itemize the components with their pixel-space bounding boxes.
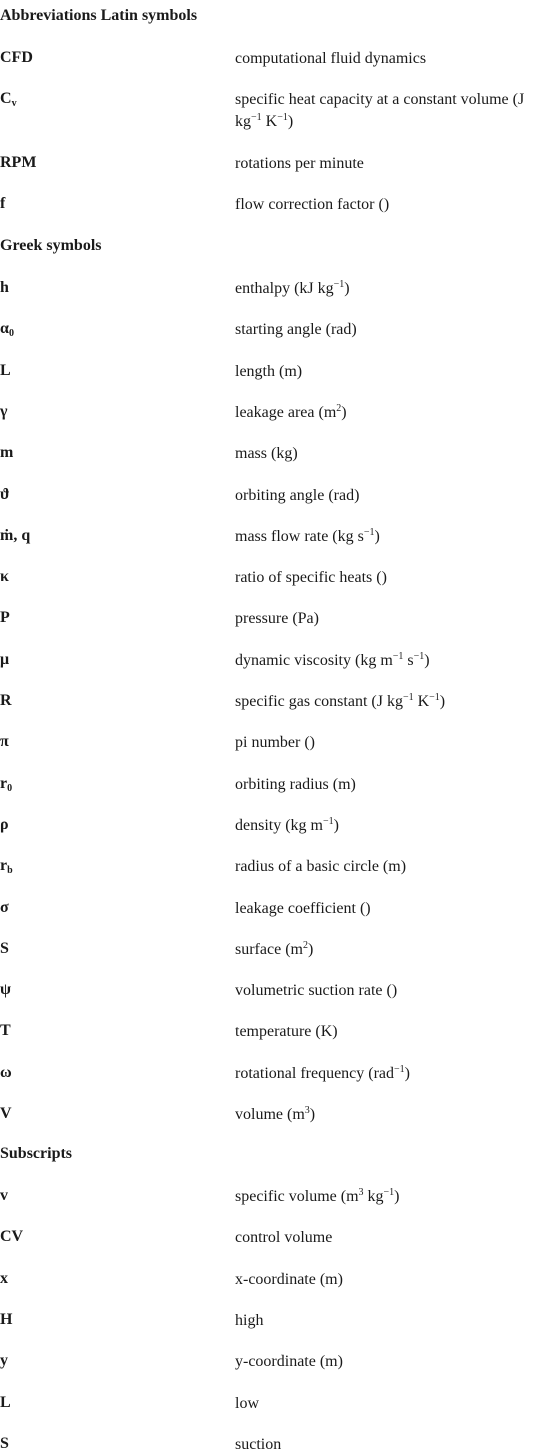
- text-run: ): [394, 1188, 400, 1205]
- text-run: density (kg m: [235, 816, 323, 834]
- symbol-cell: [0, 48, 230, 68]
- symbol-cell: [0, 815, 230, 835]
- text-run: length (m): [235, 362, 303, 380]
- description-cell: [235, 319, 553, 341]
- superscript: −1: [277, 112, 288, 124]
- text-run: starting angle (rad): [235, 321, 357, 339]
- description-cell: [235, 815, 553, 837]
- superscript: −1: [323, 815, 334, 827]
- symbol-cell: [0, 1186, 230, 1206]
- text-run: ): [307, 940, 314, 958]
- description-cell: [235, 980, 553, 1002]
- superscript: −1: [363, 526, 375, 538]
- symbol-cell: [0, 194, 230, 214]
- text-run: leakage area (m: [235, 403, 337, 421]
- text-run: ): [439, 693, 446, 710]
- text-run: K: [261, 113, 278, 131]
- subscript: b: [7, 865, 13, 877]
- symbol-cell: [0, 278, 230, 298]
- description-cell: [235, 48, 553, 70]
- text-run: H: [0, 1310, 13, 1328]
- symbol-cell: [0, 443, 230, 463]
- superscript: −1: [413, 650, 425, 662]
- text-run: y-coordinate (m): [235, 1353, 343, 1371]
- symbol-cell: [0, 361, 230, 381]
- text-run: enthalpy (kJ kg: [235, 280, 334, 297]
- text-run: m: [0, 444, 14, 462]
- section-title-greek-symbols: Greek symbols: [0, 237, 102, 254]
- text-run: radius of a basic circle (m): [235, 858, 407, 876]
- text-run: C: [0, 90, 12, 108]
- description-cell: [235, 361, 553, 383]
- description-cell: [235, 1310, 553, 1332]
- symbol-cell: [0, 898, 230, 918]
- superscript: 3: [304, 1105, 310, 1116]
- symbol-cell: [0, 856, 230, 876]
- text-run: high: [235, 1311, 264, 1329]
- text-run: computational fluid dynamics: [235, 50, 427, 67]
- description-cell: [235, 691, 553, 713]
- text-run: surface (m: [235, 940, 303, 958]
- text-run: volume (m: [235, 1106, 305, 1123]
- symbol-cell: [0, 1063, 230, 1083]
- text-run: volumetric suction rate (): [235, 982, 398, 1000]
- text-run: σ: [0, 898, 9, 916]
- symbol-cell: [0, 153, 230, 173]
- text-run: rotational frequency (rad: [235, 1064, 395, 1082]
- text-run: L: [0, 361, 11, 379]
- text-run: S: [0, 1434, 9, 1452]
- text-run: RPM: [0, 153, 37, 171]
- symbol-cell: [0, 1227, 230, 1247]
- text-run: K: [413, 693, 430, 710]
- text-run: μ: [0, 650, 10, 668]
- text-run: control volume: [235, 1229, 333, 1247]
- text-run: dynamic viscosity (kg m: [235, 651, 393, 669]
- text-run: mass flow rate (kg s: [235, 527, 364, 545]
- description-cell: [235, 89, 553, 133]
- description-cell: [235, 278, 553, 300]
- text-run: ): [341, 403, 347, 421]
- text-run: κ: [0, 568, 9, 586]
- description-cell: [235, 898, 553, 920]
- description-cell: [235, 153, 553, 175]
- text-run: π: [0, 733, 9, 751]
- symbol-cell: [0, 526, 230, 546]
- description-cell: [235, 1021, 553, 1043]
- text-run: ): [374, 527, 380, 545]
- symbol-cell: [0, 650, 230, 670]
- symbol-cell: [0, 402, 230, 422]
- text-run: ω: [0, 1063, 12, 1081]
- description-cell: [235, 856, 553, 878]
- description-cell: [235, 1186, 553, 1208]
- description-cell: [235, 774, 553, 796]
- description-cell: [235, 650, 553, 672]
- superscript: 3: [358, 1187, 364, 1198]
- text-run: ratio of specific heats (): [235, 569, 387, 587]
- description-cell: [235, 402, 553, 424]
- text-run: γ: [0, 402, 8, 420]
- text-run: leakage coefficient (): [235, 899, 371, 917]
- text-run: rotations per minute: [235, 154, 364, 172]
- description-cell: [235, 1434, 553, 1456]
- symbol-cell: [0, 319, 230, 339]
- superscript: −1: [402, 692, 414, 703]
- description-cell: [235, 1104, 553, 1126]
- section-title-abbreviations-latin-symbols: Abbreviations Latin symbols: [0, 7, 198, 24]
- description-cell: [235, 567, 553, 589]
- description-cell: [235, 732, 553, 754]
- description-cell: [235, 608, 553, 630]
- symbol-cell: [0, 691, 230, 711]
- subscript: 0: [7, 782, 13, 794]
- symbol-cell: [0, 1351, 230, 1371]
- description-cell: [235, 526, 553, 548]
- text-run: pi number (): [235, 734, 315, 752]
- text-run: r: [0, 857, 8, 875]
- symbol-cell: [0, 1434, 230, 1454]
- text-run: ): [404, 1064, 410, 1082]
- text-run: low: [235, 1394, 259, 1412]
- superscript: 2: [302, 939, 308, 951]
- symbol-cell: [0, 567, 230, 587]
- superscript: −1: [392, 650, 404, 662]
- text-run: x: [0, 1269, 8, 1287]
- symbol-cell: [0, 1269, 230, 1289]
- text-run: y: [0, 1352, 8, 1370]
- superscript: −1: [429, 692, 440, 703]
- text-run: ): [344, 280, 350, 297]
- text-run: flow correction factor (): [235, 195, 390, 213]
- text-run: ): [424, 651, 430, 669]
- symbol-cell: [0, 980, 230, 1000]
- text-run: L: [0, 1393, 11, 1411]
- symbol-cell: [0, 485, 230, 505]
- description-cell: [235, 939, 553, 961]
- text-run: α: [0, 320, 9, 338]
- text-run: specific gas constant (J kg: [235, 693, 403, 710]
- symbol-cell: [0, 1310, 230, 1330]
- symbol-cell: [0, 774, 230, 794]
- text-run: suction: [235, 1435, 282, 1453]
- symbol-cell: [0, 1104, 230, 1124]
- text-run: temperature (K): [235, 1023, 338, 1041]
- text-run: specific volume (m: [235, 1188, 359, 1205]
- symbol-cell: [0, 608, 230, 628]
- text-run: ϑ: [0, 485, 10, 503]
- text-run: V: [0, 1105, 12, 1122]
- text-run: ρ: [0, 815, 9, 833]
- text-run: ψ: [0, 981, 12, 999]
- text-run: v: [0, 1187, 8, 1204]
- superscript: −1: [383, 1187, 395, 1198]
- text-run: R: [0, 692, 12, 709]
- description-cell: [235, 194, 553, 216]
- symbol-cell: [0, 732, 230, 752]
- text-run: f: [0, 194, 6, 212]
- subscript: v: [11, 98, 17, 110]
- symbol-cell: [0, 1021, 230, 1041]
- text-run: orbiting radius (m): [235, 775, 356, 793]
- text-run: CFD: [0, 49, 33, 66]
- superscript: −1: [333, 279, 345, 290]
- text-run: specific heat capacity at a constant volume (J kg: [235, 91, 525, 131]
- text-run: CV: [0, 1228, 24, 1246]
- superscript: −1: [251, 112, 262, 124]
- description-cell: [235, 1393, 553, 1415]
- description-cell: [235, 1269, 553, 1291]
- subscript: 0: [8, 328, 14, 340]
- text-run: orbiting angle (rad): [235, 486, 360, 504]
- text-run: S: [0, 939, 9, 957]
- text-run: ): [333, 816, 339, 834]
- symbol-cell: [0, 89, 230, 109]
- text-run: pressure (Pa): [235, 610, 319, 628]
- section-title-subscripts: Subscripts: [0, 1145, 73, 1162]
- symbol-cell: [0, 1393, 230, 1413]
- description-cell: [235, 485, 553, 507]
- text-run: mass (kg): [235, 445, 298, 463]
- text-run: P: [0, 609, 10, 627]
- text-run: ): [287, 113, 294, 131]
- text-run: ṁ, q: [0, 526, 31, 544]
- superscript: −1: [394, 1063, 405, 1075]
- text-run: r: [0, 774, 8, 792]
- superscript: 2: [336, 402, 342, 414]
- description-cell: [235, 443, 553, 465]
- description-cell: [235, 1227, 553, 1249]
- description-cell: [235, 1351, 553, 1373]
- symbol-cell: [0, 939, 230, 959]
- text-run: x-coordinate (m): [235, 1270, 343, 1288]
- text-run: ): [309, 1106, 316, 1123]
- description-cell: [235, 1063, 553, 1085]
- text-run: kg: [363, 1188, 384, 1205]
- text-run: s: [403, 651, 414, 669]
- text-run: T: [0, 1022, 11, 1040]
- text-run: h: [0, 279, 9, 296]
